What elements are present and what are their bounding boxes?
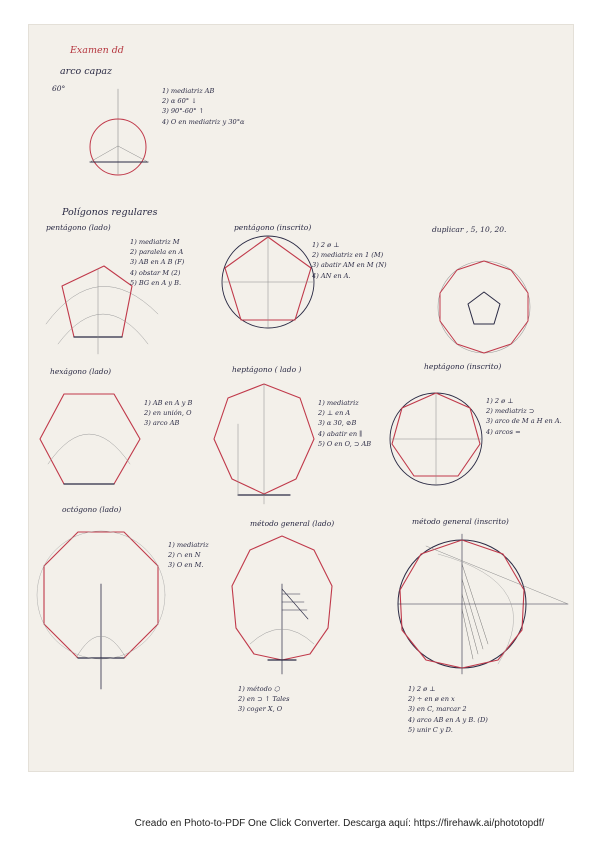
pentagono-inscrito-steps xyxy=(312,240,387,281)
duplicar-title: duplicar , 5, 10, 20. xyxy=(432,225,507,234)
step: 1) mediatriz xyxy=(318,399,359,407)
step: 3) arco AB xyxy=(144,419,180,428)
octagon-side-figure xyxy=(37,531,165,689)
step: 4) O en mediatriz y 30°α xyxy=(162,117,245,126)
step: 1) AB en A y B xyxy=(144,399,193,407)
arco-capaz-figure xyxy=(90,89,148,175)
step: 4) abatir en ∥ xyxy=(318,429,363,438)
step: 2) ⊥ en A xyxy=(318,409,351,418)
heptagon-side-figure xyxy=(214,384,314,504)
step: 3) α 30, ⊘B xyxy=(318,419,357,428)
metodo-general-lado-steps xyxy=(238,684,290,715)
step: 5) BG en A y B. xyxy=(130,278,182,287)
step: 2) en ⊃ ↑ Tales xyxy=(238,695,290,704)
step: 1) método ⬡ xyxy=(238,685,280,693)
metodo-general-inscrito-steps xyxy=(408,684,488,735)
general-method-inscribed-figure xyxy=(398,534,568,674)
step: 1) mediatriz M xyxy=(130,238,180,246)
heptagono-inscrito-steps xyxy=(486,396,562,437)
metodo-general-inscrito-title: método general (inscrito) xyxy=(412,517,509,526)
decagon-duplicate-figure xyxy=(438,261,530,353)
step: 1) 2 ø ⊥ xyxy=(408,685,436,693)
step: 2) ÷ en ø en x xyxy=(408,695,455,704)
step: 5) unir C y D. xyxy=(408,725,453,734)
converter-footer: Creado en Photo-to-PDF One Click Converter. Descarga aquí: https://firehawk.ai/phototopdf/ xyxy=(134,818,545,829)
step: 3) AB en A B (F) xyxy=(130,258,185,267)
step: 3) abatir AM en M (N) xyxy=(312,261,387,270)
section-heading: Polígonos regulares xyxy=(62,207,158,218)
step: 3) arco de M a H en A. xyxy=(486,417,562,426)
step: 2) ∩ en N xyxy=(168,551,201,560)
notebook-photo xyxy=(28,24,574,772)
general-method-side-figure xyxy=(232,536,332,674)
step: 5) O en O, ⊃ AB xyxy=(318,439,372,448)
step: 4) obstar M (2) xyxy=(130,268,181,277)
heptagon-inscribed-figure xyxy=(390,393,482,485)
arco-steps xyxy=(162,86,244,127)
step: 3) 90°-60° ↑ xyxy=(162,107,205,116)
pentagono-inscrito-title: pentágono (inscrito) xyxy=(234,223,312,232)
hexagon-side-figure xyxy=(40,394,140,484)
octogono-lado-steps xyxy=(168,540,209,571)
step: 1) mediatriz AB xyxy=(162,87,215,95)
exam-heading: Examen dd xyxy=(70,45,124,56)
pentagono-lado-title: pentágono (lado) xyxy=(46,223,111,232)
step: 1) mediatriz xyxy=(168,541,209,549)
hexagono-lado-steps xyxy=(144,398,192,429)
step: 4) arcos = xyxy=(486,427,521,436)
step: 3) O en M. xyxy=(168,561,204,570)
step: 2) mediatriz ⊃ xyxy=(486,407,535,416)
step: 4) AN en A. xyxy=(312,271,351,280)
pentagono-lado-steps xyxy=(130,237,184,288)
step: 2) mediatriz en 1 (M) xyxy=(312,251,384,260)
angle-label: 60° xyxy=(52,84,66,93)
step: 3) en C, marcar 2 xyxy=(408,705,467,714)
step: 3) coger X, O xyxy=(238,705,283,714)
step: 2) en unión, O xyxy=(144,409,192,418)
step: 2) paralela en A xyxy=(130,248,184,257)
step: 2) α 60° ↓ xyxy=(162,97,197,106)
metodo-general-lado-title: método general (lado) xyxy=(250,519,335,528)
hexagono-lado-title: hexágono (lado) xyxy=(50,367,112,376)
step: 4) arco AB en A y B. (D) xyxy=(408,715,488,724)
heptagono-inscrito-title: heptágono (inscrito) xyxy=(424,362,502,371)
heptagono-lado-steps xyxy=(318,398,371,449)
octogono-lado-title: octógono (lado) xyxy=(62,505,122,514)
step: 1) 2 ø ⊥ xyxy=(486,397,514,405)
heptagono-lado-title: heptágono ( lado ) xyxy=(232,365,302,374)
arco-capaz-heading: arco capaz xyxy=(60,66,112,77)
pentagon-inscribed-figure xyxy=(222,236,314,328)
step: 1) 2 ø ⊥ xyxy=(312,241,340,249)
